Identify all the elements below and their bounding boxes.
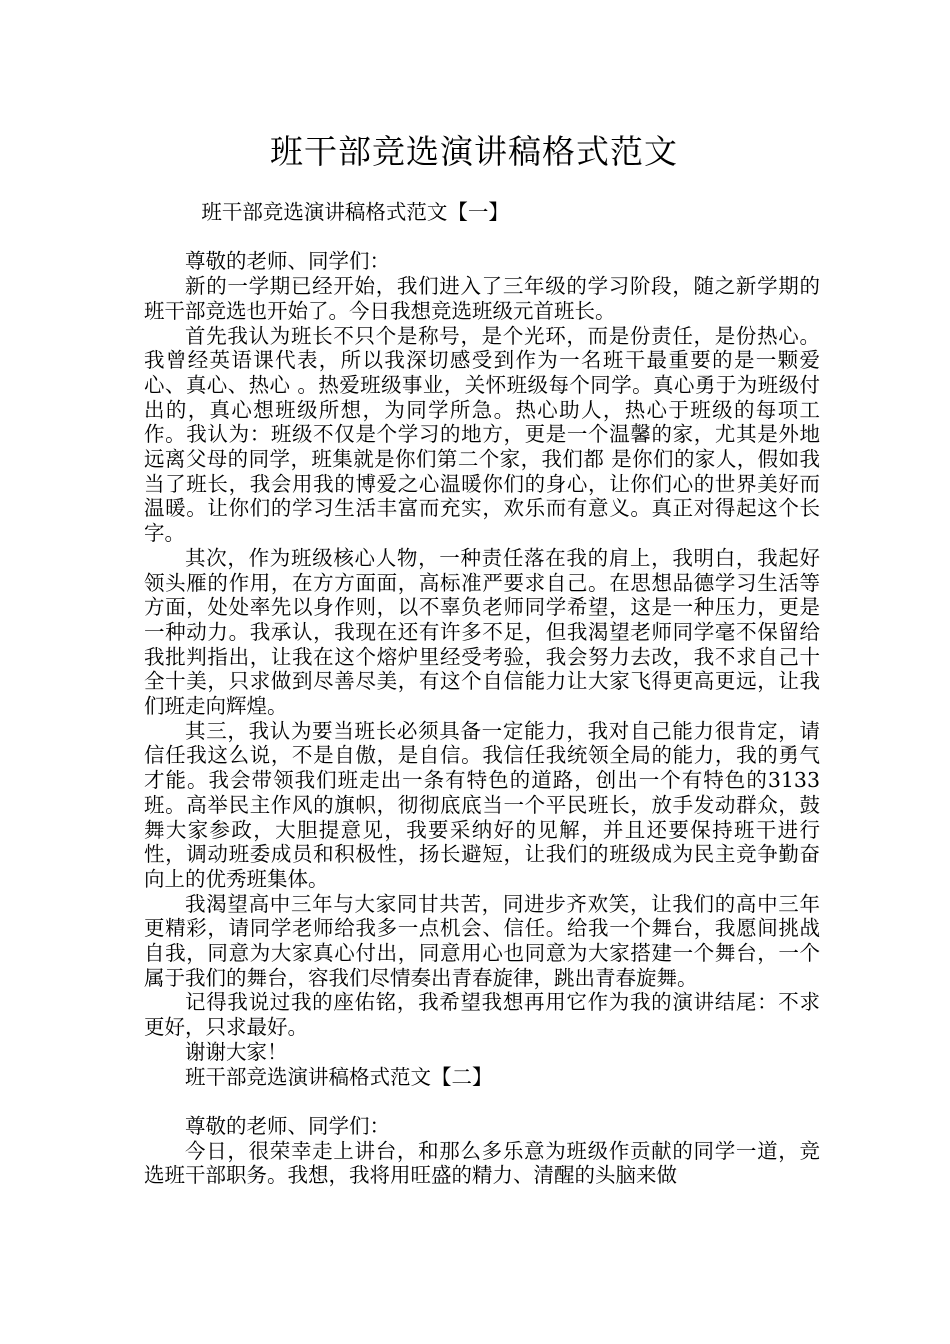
paragraph: 今日，很荣幸走上讲台，和那么多乐意为班级作贡献的同学一道，竞选班干部职务。我想，我将用旺盛的精力、清醒的头脑来做 [144,1138,820,1188]
paragraph: 记得我说过我的座佑铭，我希望我想再用它作为我的演讲结尾：不求更好，只求最好。 [144,990,820,1040]
paragraph: 新的一学期已经开始，我们进入了三年级的学习阶段，随之新学期的班干部竞选也开始了。今日我想竞选班级元首班长。 [144,274,820,323]
document-title: 班干部竞选演讲稿格式范文 [270,132,678,171]
paragraph: 首先我认为班长不只个是称号，是个光环，而是份责任，是份热心。我曾经英语课代表，所以我深切感受到作为一名班干最重要的是一颗爱心、真心、热心 。热爱班级事业，关怀班级每个同学。真心勇于为班级付出的，真心想班级所想，为同学所急。热心助人，热心于班级的每项工作。我认为：班级不仅是个学习的地方，更是一个温馨的家，尤其是外地远离父母的同学，班集就是你们第二个家，我们都 是你们的家人，假如我当了班长，我会用我的博爱之心温暖你们的身心，让你们心的世界美好而温暖。让你们的学习生活丰富而充实，欢乐而有意义。真正对得起这个长字。 [144,323,820,546]
salutation: 尊敬的老师、同学们： [185,1113,390,1138]
paragraph: 我渴望高中三年与大家同甘共苦，同进步齐欢笑，让我们的高中三年更精彩，请同学老师给我多一点机会、信任。给我一个舞台，我愿间挑战自我，同意为大家真心付出，同意用心也同意为大家搭建一个舞台，一个属于我们的舞台，容我们尽情奏出青春旋律，跳出青春旋舞。 [144,891,820,990]
paragraph: 其次，作为班级核心人物，一种责任落在我的肩上，我明白，我起好领头雁的作用，在方方面面，高标准严要求自己。在思想品德学习生活等方面，处处率先以身作则，以不辜负老师同学希望，这是一种压力，更是一种动力。我承认，我现在还有许多不足，但我渴望老师同学毫不保留给我批判指出，让我在这个熔炉里经受考验，我会努力去改，我不求自己十全十美，只求做到尽善尽美，有这个自信能力让大家飞得更高更远，让我们班走向辉煌。 [144,545,820,719]
section-heading: 班干部竞选演讲稿格式范文【一】 [201,200,509,224]
section-heading: 班干部竞选演讲稿格式范文【二】 [185,1064,493,1089]
closing-line: 谢谢大家！ [185,1039,288,1064]
document-page [144,0,824,1344]
paragraph: 其三，我认为要当班长必须具备一定能力，我对自己能力很肯定，请信任我这么说，不是自傲，是自信。我信任我统领全局的能力，我的勇气才能。我会带领我们班走出一条有特色的道路，创出一个有特色的3133班。高举民主作风的旗帜，彻彻底底当一个平民班长，放手发动群众，鼓舞大家参政，大胆提意见，我要采纳好的见解，并且还要保持班干进行性，调动班委成员和积极性，扬长避短，让我们的班级成为民主竞争勤奋向上的优秀班集体。 [144,718,820,891]
salutation: 尊敬的老师、同学们： [185,249,390,274]
document-body [144,200,820,1188]
